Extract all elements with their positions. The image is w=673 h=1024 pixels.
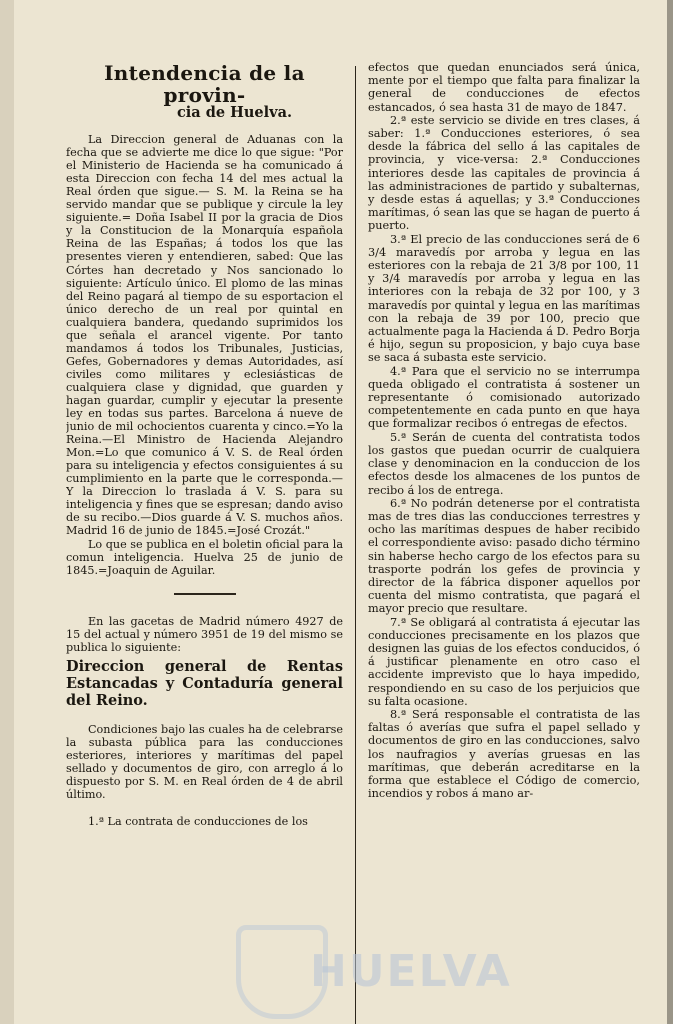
- watermark: HUELVA: [310, 946, 512, 997]
- condition-3: 3.ª El precio de las conducciones será de 6 3/4 maravedís por arroba y legua en las esteriores con la rebaja de 21 3/8 por 100, 11 y 3/4 maravedís por arroba y legua en las interiores con la rebaja de 32 por 100, y 3 maravedís por quintal y legua en las marítimas con la rebaja de 39 por 100, precio que actualmente paga la Hacienda á D. Pedro Borja é hijo, segun su proposicion, y bajo cuya base se saca á subasta este servicio.: [368, 232, 640, 365]
- page-edge-right: [667, 0, 673, 1024]
- condition-6: 6.ª No podrán detenerse por el contratista mas de tres dias las conducciones terrestres y ocho las marítimas despues de haber recibido el correspondiente aviso: pasado dicho término sin haberse hecho cargo de los efectos para su trasporte podrán los gefes de provincia y director de la fábrica disponer aquellos por cuenta del mismo contratista, que pagará el mayor precio que resultare.: [368, 496, 640, 616]
- article-body-3: En las gacetas de Madrid número 4927 de 15 del actual y número 3951 de 19 del mismo se publica lo siguiente:: [66, 614, 343, 654]
- left-column: [66, 58, 343, 1024]
- condition-4: 4.ª Para que el servicio no se interrumpa queda obligado el contratista á sostener un representante ó comisionado autorizado competentemente en cada punto en que haya que formalizar recibos ó entregas de efectos.: [368, 364, 640, 431]
- right-column: [368, 61, 640, 1024]
- condition-5: 5.ª Serán de cuenta del contratista todos los gastos que puedan ocurrir de cualquiera clase y denominacion en la conduccion de los efectos desde los almacenes de los puntos de recibo á los de entrega.: [368, 430, 640, 497]
- article-body-4: Condiciones bajo las cuales ha de celebrarse la subasta pública para las conducciones esteriores, interiores y marítimas del papel sellado y documentos de giro, con arreglo á lo dispuesto por S. M. en Real órden de 4 de abril último.: [66, 722, 343, 802]
- section-divider: [174, 593, 236, 595]
- page-edge-left: [0, 0, 14, 1024]
- article-body-2: Lo que se publica en el boletin oficial para la comun inteligencia. Huelva 25 de junio de 1845.=Joaquin de Aguilar.: [66, 537, 343, 577]
- article-body-1: La Direccion general de Aduanas con la fecha que se advierte me dice lo que sigue: "Por el Ministerio de Hacienda se ha comunicado á esta Direccion con fecha 14 del mes actual la Real órden que sigue.— S. M. la Reina se ha servido mandar que se publique y circule la ley siguiente.= Doña Isabel II por la gracia de Dios y la Constitucion de la Monarquía española Reina de las Españas; á todos los que las presentes vieren y entendieren, sabed: Que las Córtes han decretado y Nos sancionado lo siguiente: Artículo único. El plomo de las minas del Reino pagará al tiempo de su esportacion el único derecho de un real por quintal en cualquiera bandera, quedando suprimidos los que señala el arancel vigente. Por tanto mandamos á todos los Tribunales, Justicias, Gefes, Gobernadores y demas Autoridades, así civiles como militares y eclesiásticas de cualquiera clase y dignidad, que guarden y hagan guardar, cumplir y ejecutar la presente ley en todas sus partes. Barcelona á nueve de junio de mil ochocientos cuarenta y cinco.=Yo la Reina.—El Ministro de Hacienda Alejandro Mon.=Lo que comunico á V. S. de Real órden para su inteligencia y efectos consiguientes á su cumplimiento en la parte que le corresponda.—Y la Direccion lo traslada á V. S. para su inteligencia y fines que se espresan; dando aviso de su recibo.—Dios guarde á V. S. muchos años. Madrid 16 de junio de 1845.=José Crozát.": [66, 133, 343, 538]
- article-subtitle: cia de Huelva.: [176, 104, 293, 121]
- condition-2: 2.ª este servicio se divide en tres clases, á saber: 1.ª Conducciones esteriores, ó sea desde la fábrica del sello á las capitales de provincia, y vice-versa: 2.ª Conducciones interiores desde las capitales de provincia á las administraciones de partido y subalternas, y desde estas á aquellas; y 3.ª Conducciones marítimas, ó sean las que se hagan de puerto á puerto.: [368, 113, 640, 233]
- article-body-5: 1.ª La contrata de conducciones de los: [88, 815, 308, 829]
- condition-7: 7.ª Se obligará al contratista á ejecutar las conducciones precisamente en los plazos que designen las guias de los efectos conducidos, ó á justificar plenamente en otro caso el accidente imprevisto que lo haya impedido, respondiendo en su caso de los perjuicios que su falta ocasione.: [368, 615, 640, 708]
- column-divider: [355, 66, 356, 1024]
- section-heading: Direccion general de Rentas Estancadas y Contaduría general del Reino.: [66, 657, 343, 709]
- article-title: Intendencia de la provin-: [104, 61, 305, 107]
- condition-continuation: efectos que quedan enunciados será única, mente por el tiempo que falta para finalizar la general de conducciones de efectos estancados, ó sea hasta 31 de mayo de 1847.: [368, 61, 640, 114]
- condition-8: 8.ª Será responsable el contratista de las faltas ó averías que sufra el papel sellado y documentos de giro en las conducciones, salvo los naufragios y averías gruesas en las marítimas, que deberán acreditarse en la forma que establece el Código de comercio, incendios y robos á mano ar-: [368, 707, 640, 801]
